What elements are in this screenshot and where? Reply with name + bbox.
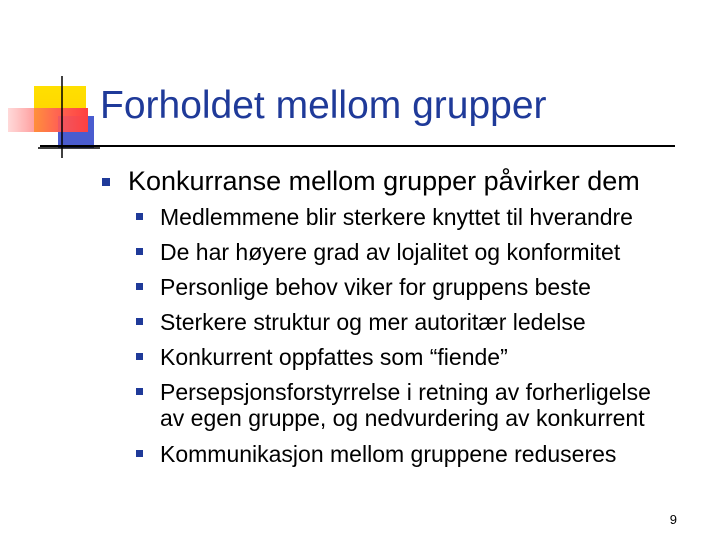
- sub-point-7: Kommunikasjon mellom gruppene reduseres: [160, 441, 617, 467]
- sub-point-1: Medlemmene blir sterkere knyttet til hverandre: [160, 204, 633, 230]
- sub-point-2: De har høyere grad av lojalitet og konformitet: [160, 239, 621, 265]
- main-point: Konkurranse mellom grupper påvirker dem: [128, 166, 640, 196]
- slide-title: Forholdet mellom grupper: [100, 84, 547, 127]
- bullet-sub-5-icon: [136, 353, 143, 360]
- page-number: 9: [669, 512, 677, 527]
- sub-point-5: Konkurrent oppfattes som “fiende”: [160, 344, 508, 370]
- bullet-sub-3-icon: [136, 283, 143, 290]
- sub-point-6-line-1: Persepsjonsforstyrrelse i retning av forherligelse: [160, 379, 651, 405]
- bullet-sub-4-icon: [136, 318, 143, 325]
- bullet-sub-6-icon: [136, 388, 143, 395]
- bullet-sub-1-icon: [136, 213, 143, 220]
- sub-point-4: Sterkere struktur og mer autoritær ledelse: [160, 309, 586, 335]
- sub-point-3: Personlige behov viker for gruppens beste: [160, 274, 591, 300]
- bullet-main-icon: [102, 178, 110, 186]
- logo-red-bar: [8, 108, 88, 132]
- sub-point-6-line-2: av egen gruppe, og nedvurdering av konkurrent: [160, 405, 645, 431]
- title-divider: [40, 145, 675, 147]
- bullet-sub-2-icon: [136, 248, 143, 255]
- bullet-sub-7-icon: [136, 450, 143, 457]
